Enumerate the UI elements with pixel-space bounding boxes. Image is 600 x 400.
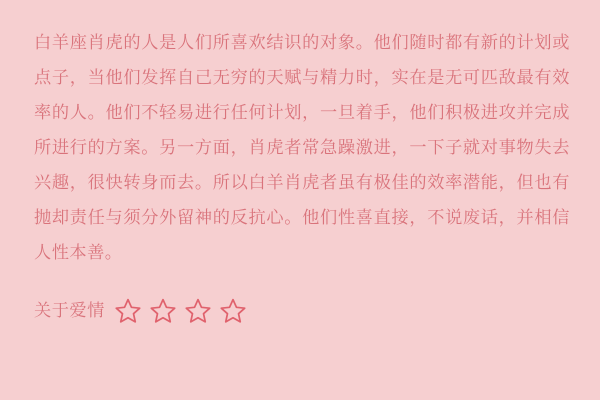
article-paragraph: 白羊座肖虎的人是人们所喜欢结识的对象。他们随时都有新的计划或点子，当他们发挥自己无穷的天赋与精力时，实在是无可匹敌最有效率的人。他们不轻易进行任何计划，一旦着手，他们积极进攻并完成所进行的方案。另一方面，肖虎者常急躁激进，一下子就对事物失去兴趣，很快转身而去。所以白羊肖虎者虽有极佳的效率潜能，但也有抛却责任与须分外留神的反抗心。他们性喜直接，不说废话，并相信人性本善。 <box>34 33 570 263</box>
rating-stars <box>115 298 246 324</box>
love-section-label: 关于爱情 <box>34 301 105 321</box>
star-icon <box>150 298 176 324</box>
star-icon <box>185 298 211 324</box>
star-icon <box>220 298 246 324</box>
paragraph-spacer <box>34 271 570 297</box>
star-icon <box>115 298 141 324</box>
love-rating-row <box>34 297 570 325</box>
